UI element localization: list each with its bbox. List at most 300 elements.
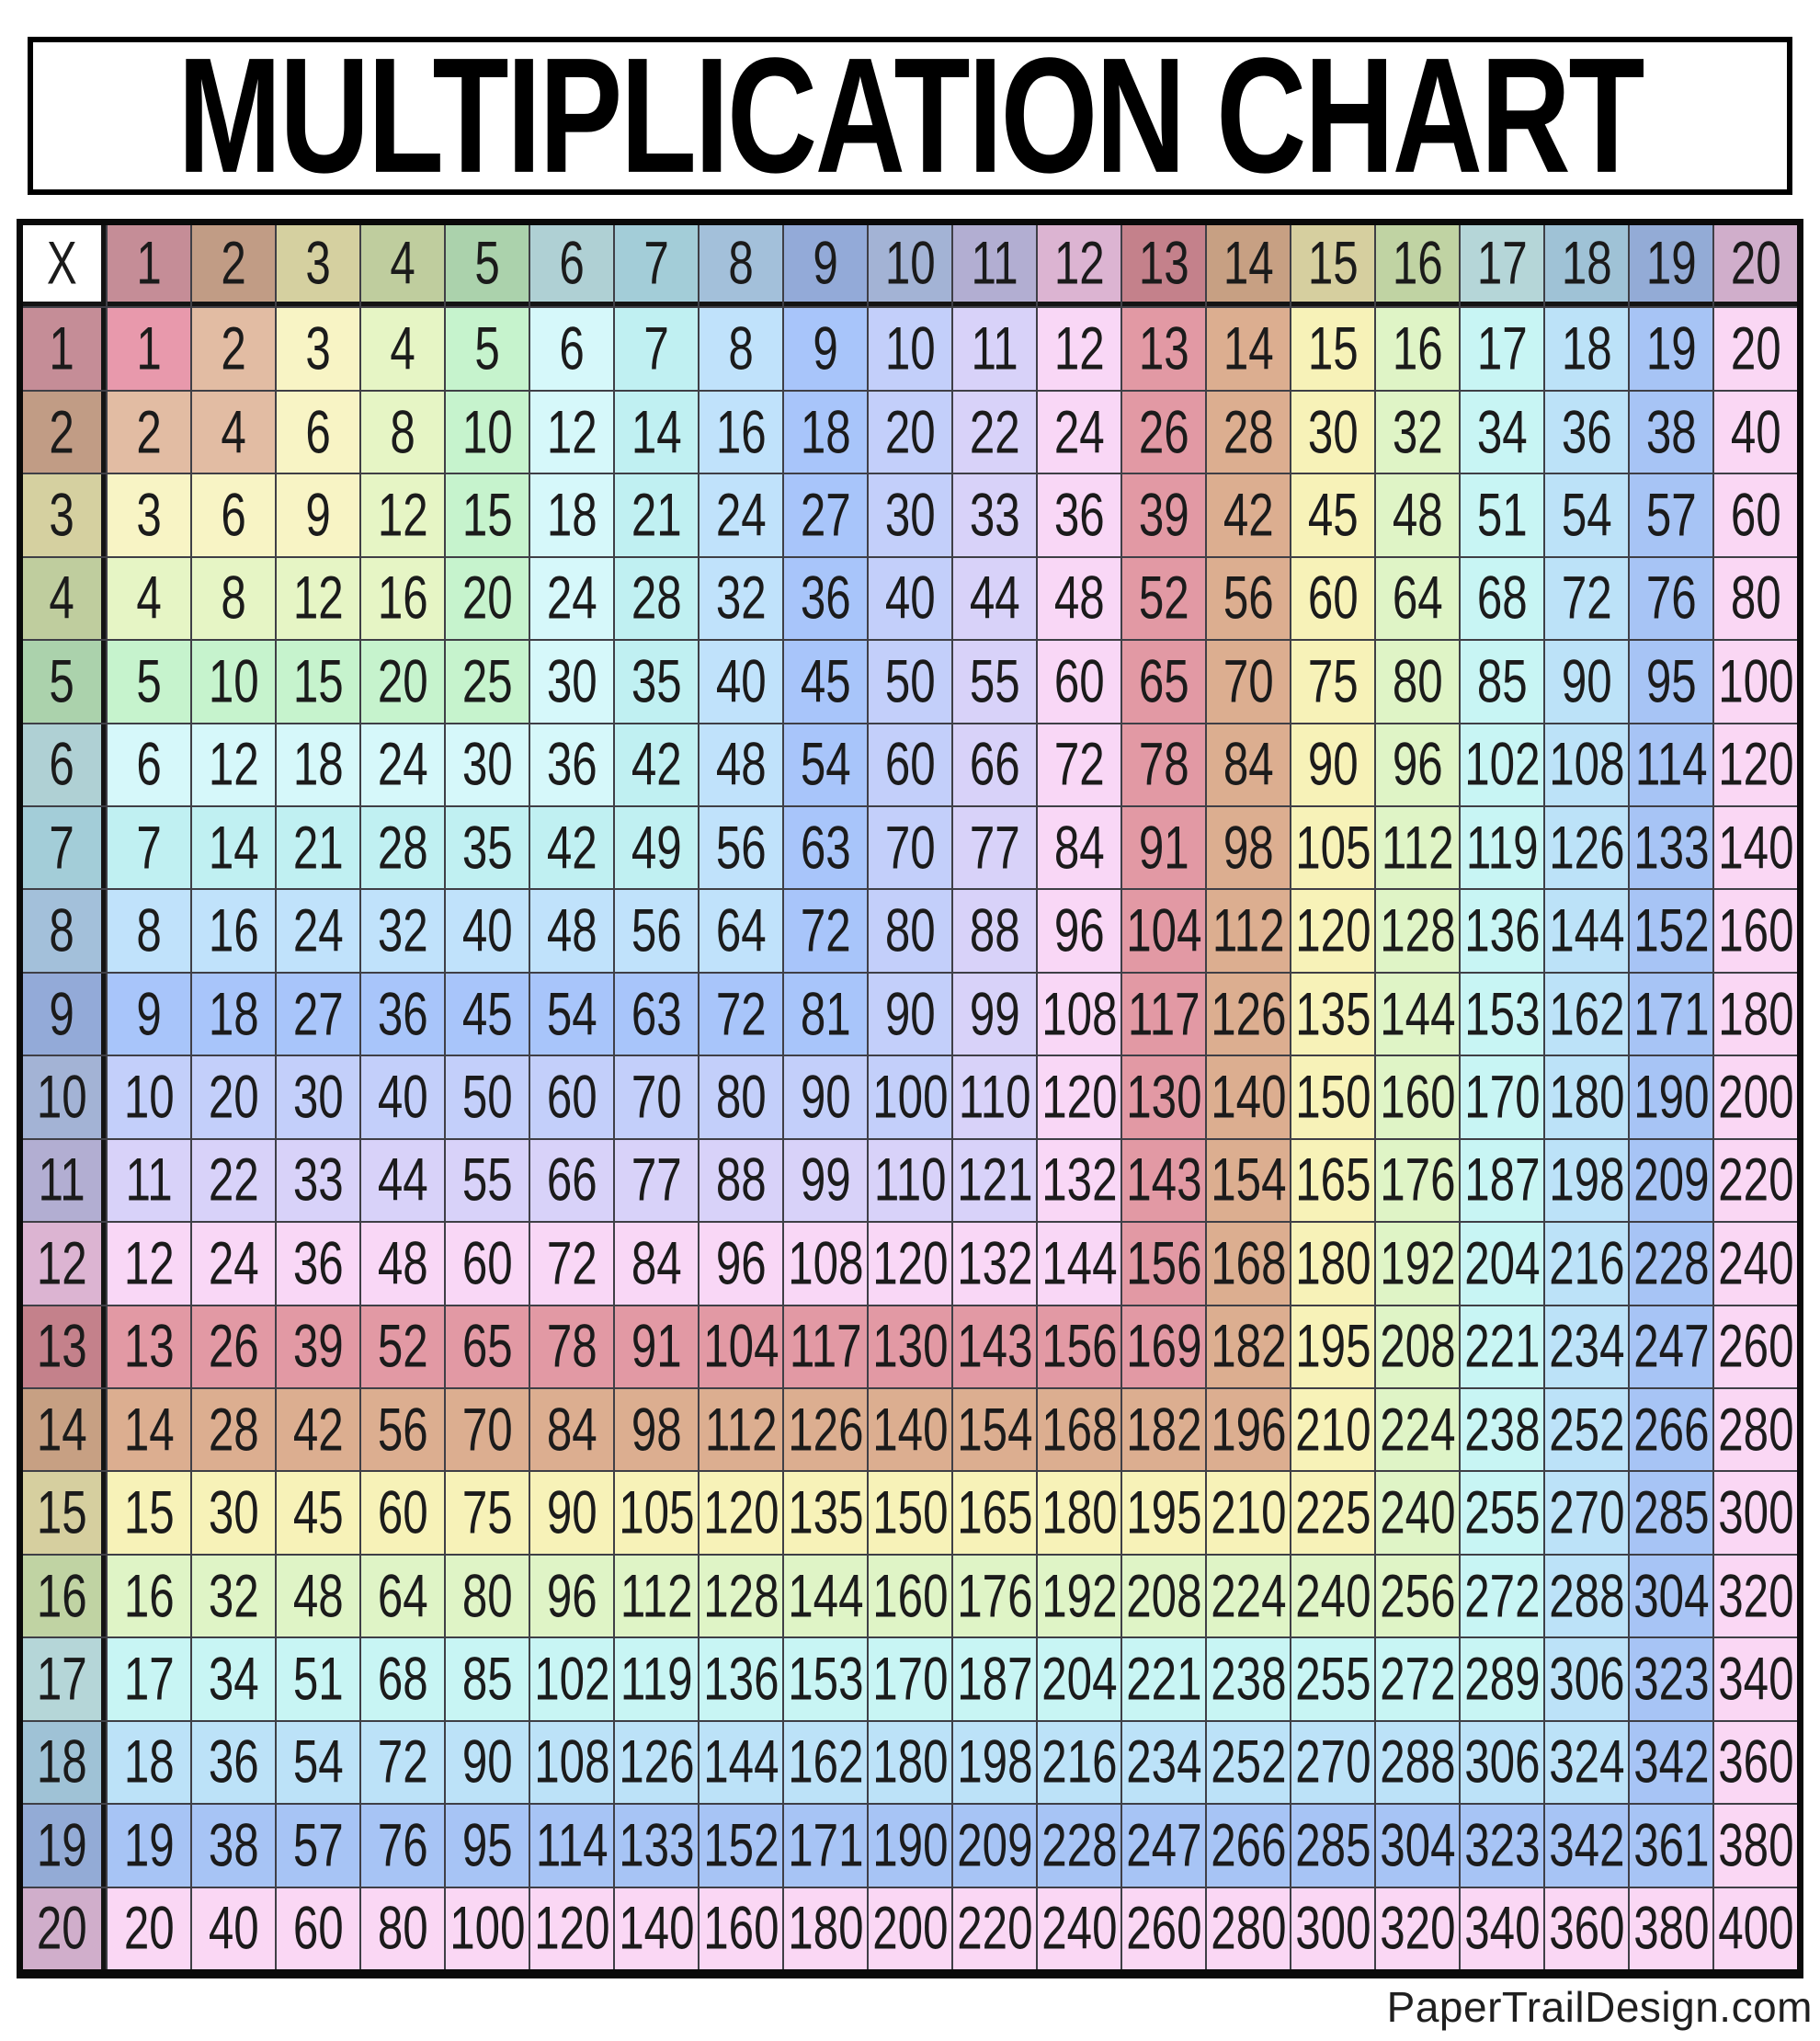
cell-text: 180: [1717, 980, 1794, 1049]
product-cell: [361, 308, 444, 389]
cell-text: 55: [969, 647, 1020, 716]
product-cell: [1376, 1389, 1459, 1470]
cell-text: 17: [37, 1645, 87, 1714]
product-cell: [277, 1306, 359, 1387]
cell-text: 120: [1041, 1063, 1118, 1132]
product-cell: [953, 1805, 1036, 1886]
row-header: [23, 308, 106, 389]
cell-text: 6: [49, 730, 75, 799]
corner-cell: [23, 225, 106, 306]
cell-text: 96: [1392, 730, 1443, 799]
cell-text: 60: [884, 730, 936, 799]
product-cell: [869, 1140, 951, 1221]
product-cell: [446, 558, 529, 639]
cell-text: 380: [1632, 1894, 1710, 1963]
product-cell: [1291, 392, 1374, 473]
product-cell: [1376, 1472, 1459, 1553]
cell-text: 76: [1645, 564, 1697, 633]
product-cell: [1630, 1389, 1712, 1470]
product-cell: [784, 641, 867, 722]
product-cell: [1714, 1389, 1797, 1470]
product-cell: [784, 1140, 867, 1221]
cell-text: 160: [702, 1894, 779, 1963]
cell-text: 266: [1632, 1396, 1710, 1465]
product-cell: [1376, 1805, 1459, 1886]
cell-text: 28: [377, 814, 428, 883]
cell-text: 44: [969, 564, 1020, 633]
cell-text: 320: [1717, 1562, 1794, 1631]
product-cell: [1207, 1140, 1290, 1221]
cell-text: 156: [1041, 1312, 1118, 1381]
cell-text: 240: [1717, 1229, 1794, 1298]
cell-text: 270: [1294, 1727, 1371, 1796]
cell-text: 18: [1561, 314, 1612, 383]
cell-text: 2: [49, 398, 75, 467]
cell-text: 54: [1561, 481, 1612, 550]
cell-text: 126: [618, 1727, 695, 1796]
cell-text: 12: [377, 481, 428, 550]
cell-text: 70: [884, 814, 936, 883]
cell-text: 192: [1379, 1229, 1456, 1298]
product-cell: [361, 1223, 444, 1304]
cell-text: 15: [1307, 314, 1359, 383]
product-cell: [1461, 1638, 1543, 1719]
cell-text: 180: [787, 1894, 864, 1963]
cell-text: 130: [871, 1312, 949, 1381]
product-cell: [192, 1472, 275, 1553]
product-cell: [700, 392, 782, 473]
product-cell: [784, 890, 867, 971]
product-cell: [1714, 1805, 1797, 1886]
cell-text: 8: [390, 398, 415, 467]
product-cell: [361, 1888, 444, 1969]
cell-text: 18: [292, 730, 344, 799]
cell-text: 50: [461, 1063, 513, 1132]
cell-text: 36: [208, 1727, 259, 1796]
product-cell: [1122, 641, 1205, 722]
cell-text: 4: [49, 564, 75, 633]
product-cell: [1122, 724, 1205, 805]
product-cell: [1461, 724, 1543, 805]
product-cell: [1461, 1056, 1543, 1137]
cell-text: 160: [1379, 1063, 1456, 1132]
column-header: [700, 225, 782, 306]
cell-text: 70: [461, 1396, 513, 1465]
product-cell: [1545, 558, 1628, 639]
product-cell: [1207, 308, 1290, 389]
cell-text: 90: [1307, 730, 1359, 799]
cell-text: 221: [1463, 1312, 1541, 1381]
cell-text: 255: [1294, 1645, 1371, 1714]
cell-text: 4: [390, 314, 415, 383]
cell-text: 22: [969, 398, 1020, 467]
product-cell: [1207, 1805, 1290, 1886]
product-cell: [784, 392, 867, 473]
row-header: [23, 1638, 106, 1719]
product-cell: [784, 558, 867, 639]
product-cell: [1714, 641, 1797, 722]
product-cell: [530, 1389, 613, 1470]
product-cell: [869, 1223, 951, 1304]
product-cell: [1714, 807, 1797, 888]
product-cell: [277, 1888, 359, 1969]
cell-text: 28: [631, 564, 682, 633]
product-cell: [953, 392, 1036, 473]
cell-text: 4: [221, 398, 246, 467]
product-cell: [530, 392, 613, 473]
product-cell: [1038, 1389, 1120, 1470]
product-cell: [953, 641, 1036, 722]
product-cell: [1714, 1722, 1797, 1803]
product-cell: [361, 1805, 444, 1886]
product-cell: [1630, 890, 1712, 971]
cell-text: 66: [969, 730, 1020, 799]
product-cell: [361, 1556, 444, 1636]
cell-text: 56: [1223, 564, 1274, 633]
cell-text: 60: [1053, 647, 1105, 716]
product-cell: [530, 890, 613, 971]
product-cell: [108, 890, 190, 971]
cell-text: 95: [1645, 647, 1697, 716]
product-cell: [192, 1140, 275, 1221]
product-cell: [1038, 974, 1120, 1055]
product-cell: [1376, 1722, 1459, 1803]
product-cell: [615, 1056, 698, 1137]
cell-text: 80: [461, 1562, 513, 1631]
product-cell: [446, 1805, 529, 1886]
cell-text: 34: [1476, 398, 1528, 467]
product-cell: [700, 1140, 782, 1221]
product-cell: [277, 1223, 359, 1304]
cell-text: 110: [958, 1063, 1031, 1132]
cell-text: 143: [956, 1312, 1033, 1381]
cell-text: 27: [800, 481, 851, 550]
cell-text: 42: [631, 730, 682, 799]
cell-text: 228: [1041, 1811, 1118, 1880]
product-cell: [192, 807, 275, 888]
cell-text: 68: [1476, 564, 1528, 633]
product-cell: [108, 1556, 190, 1636]
product-cell: [361, 807, 444, 888]
cell-text: 20: [37, 1894, 87, 1963]
cell-text: 300: [1717, 1478, 1794, 1547]
product-cell: [1291, 1556, 1374, 1636]
product-cell: [1545, 1638, 1628, 1719]
product-cell: [1545, 1223, 1628, 1304]
product-cell: [530, 1306, 613, 1387]
product-cell: [1038, 1888, 1120, 1969]
product-cell: [869, 1805, 951, 1886]
column-header: [530, 225, 613, 306]
cell-text: 12: [123, 1229, 175, 1298]
product-cell: [1038, 1056, 1120, 1137]
cell-text: 120: [1717, 730, 1794, 799]
cell-text: 112: [620, 1562, 693, 1631]
product-cell: [1038, 1306, 1120, 1387]
product-cell: [108, 1805, 190, 1886]
product-cell: [1291, 1056, 1374, 1137]
product-cell: [192, 1556, 275, 1636]
product-cell: [953, 1306, 1036, 1387]
cell-text: 30: [208, 1478, 259, 1547]
product-cell: [953, 1223, 1036, 1304]
product-cell: [1207, 1056, 1290, 1137]
product-cell: [1461, 474, 1543, 555]
product-cell: [615, 1638, 698, 1719]
cell-text: 10: [461, 398, 513, 467]
cell-text: 10: [37, 1063, 87, 1132]
cell-text: 6: [305, 398, 331, 467]
product-cell: [1122, 1638, 1205, 1719]
product-cell: [108, 1223, 190, 1304]
product-cell: [615, 474, 698, 555]
product-cell: [361, 641, 444, 722]
cell-text: 14: [1223, 314, 1274, 383]
cell-text: 169: [1125, 1312, 1202, 1381]
product-cell: [700, 308, 782, 389]
cell-text: 154: [956, 1396, 1033, 1465]
product-cell: [1291, 1223, 1374, 1304]
product-cell: [446, 890, 529, 971]
cell-text: 270: [1548, 1478, 1625, 1547]
product-cell: [277, 558, 359, 639]
product-cell: [1038, 1556, 1120, 1636]
product-cell: [277, 1722, 359, 1803]
product-cell: [953, 1389, 1036, 1470]
cell-text: 170: [1463, 1063, 1541, 1132]
cell-text: 32: [1392, 398, 1443, 467]
cell-text: 240: [1294, 1562, 1371, 1631]
cell-text: 77: [631, 1146, 682, 1214]
product-cell: [1630, 1888, 1712, 1969]
cell-text: 40: [461, 896, 513, 965]
product-cell: [1545, 392, 1628, 473]
column-header: [1376, 225, 1459, 306]
cell-text: 22: [208, 1146, 259, 1214]
product-cell: [1376, 1888, 1459, 1969]
cell-text: 84: [1053, 814, 1105, 883]
cell-text: 18: [37, 1727, 87, 1796]
cell-text: 40: [884, 564, 936, 633]
cell-text: 143: [1125, 1146, 1202, 1214]
product-cell: [1376, 890, 1459, 971]
product-cell: [953, 1888, 1036, 1969]
product-cell: [1038, 890, 1120, 971]
product-cell: [277, 974, 359, 1055]
product-cell: [1122, 1472, 1205, 1553]
cell-text: 252: [1548, 1396, 1625, 1465]
product-cell: [1630, 1556, 1712, 1636]
product-cell: [1630, 1638, 1712, 1719]
product-cell: [108, 1722, 190, 1803]
cell-text: 36: [1053, 481, 1105, 550]
cell-text: 11: [971, 229, 1018, 298]
cell-text: 40: [208, 1894, 259, 1963]
cell-text: 52: [377, 1312, 428, 1381]
product-cell: [1630, 807, 1712, 888]
product-cell: [446, 474, 529, 555]
product-cell: [700, 890, 782, 971]
cell-text: 48: [292, 1562, 344, 1631]
product-cell: [530, 1722, 613, 1803]
product-cell: [869, 1638, 951, 1719]
cell-text: 90: [884, 980, 936, 1049]
cell-text: 132: [1041, 1146, 1118, 1214]
cell-text: 15: [37, 1478, 87, 1547]
product-cell: [192, 558, 275, 639]
product-cell: [1376, 1556, 1459, 1636]
cell-text: 72: [715, 980, 767, 1049]
product-cell: [1376, 1306, 1459, 1387]
product-cell: [1545, 724, 1628, 805]
product-cell: [869, 1056, 951, 1137]
row-header: [23, 558, 106, 639]
cell-text: 84: [1223, 730, 1274, 799]
product-cell: [869, 1472, 951, 1553]
product-cell: [277, 1389, 359, 1470]
cell-text: 36: [377, 980, 428, 1049]
cell-text: 70: [1223, 647, 1274, 716]
cell-text: 84: [546, 1396, 597, 1465]
cell-text: 77: [969, 814, 1020, 883]
product-cell: [615, 807, 698, 888]
cell-text: 162: [787, 1727, 864, 1796]
cell-text: 117: [1127, 980, 1200, 1049]
cell-text: 72: [377, 1727, 428, 1796]
cell-text: 7: [136, 814, 162, 883]
cell-text: 17: [123, 1645, 175, 1714]
product-cell: [1461, 1306, 1543, 1387]
cell-text: 51: [1476, 481, 1528, 550]
cell-text: 2: [136, 398, 162, 467]
cell-text: 18: [208, 980, 259, 1049]
product-cell: [446, 724, 529, 805]
product-cell: [1545, 890, 1628, 971]
product-cell: [1630, 1056, 1712, 1137]
cell-text: 120: [533, 1894, 610, 1963]
product-cell: [1461, 1140, 1543, 1221]
cell-text: 24: [377, 730, 428, 799]
cell-text: 10: [123, 1063, 175, 1132]
product-cell: [615, 1472, 698, 1553]
cell-text: 13: [1138, 314, 1189, 383]
cell-text: 15: [461, 481, 513, 550]
cell-text: 18: [123, 1727, 175, 1796]
column-header: [1207, 225, 1290, 306]
product-cell: [1461, 1722, 1543, 1803]
cell-text: 65: [461, 1312, 513, 1381]
cell-text: 81: [800, 980, 851, 1049]
cell-text: 9: [305, 481, 331, 550]
cell-text: 204: [1463, 1229, 1541, 1298]
product-cell: [615, 392, 698, 473]
cell-text: 196: [1210, 1396, 1287, 1465]
product-cell: [1545, 1306, 1628, 1387]
cell-text: 90: [461, 1727, 513, 1796]
cell-text: 85: [461, 1645, 513, 1714]
product-cell: [1714, 392, 1797, 473]
column-header: [108, 225, 190, 306]
cell-text: 208: [1379, 1312, 1456, 1381]
product-cell: [446, 1888, 529, 1969]
product-cell: [1714, 1556, 1797, 1636]
row-header: [23, 1389, 106, 1470]
product-cell: [615, 1306, 698, 1387]
cell-text: 120: [702, 1478, 779, 1547]
cell-text: 152: [1632, 896, 1710, 965]
cell-text: 144: [1379, 980, 1456, 1049]
cell-text: 18: [546, 481, 597, 550]
product-cell: [530, 474, 613, 555]
product-cell: [700, 474, 782, 555]
product-cell: [108, 558, 190, 639]
cell-text: 180: [1548, 1063, 1625, 1132]
cell-text: 240: [1379, 1478, 1456, 1547]
product-cell: [1207, 641, 1290, 722]
product-cell: [1545, 1140, 1628, 1221]
cell-text: 40: [1730, 398, 1781, 467]
product-cell: [1291, 1306, 1374, 1387]
cell-text: 256: [1379, 1562, 1456, 1631]
cell-text: 13: [1138, 229, 1189, 298]
cell-text: 36: [1561, 398, 1612, 467]
cell-text: 247: [1632, 1312, 1710, 1381]
product-cell: [1291, 807, 1374, 888]
cell-text: 15: [123, 1478, 175, 1547]
product-cell: [784, 1805, 867, 1886]
product-cell: [1376, 474, 1459, 555]
product-cell: [446, 1306, 529, 1387]
product-cell: [1630, 1722, 1712, 1803]
column-header: [1461, 225, 1543, 306]
cell-text: 56: [715, 814, 767, 883]
cell-text: 72: [1561, 564, 1612, 633]
cell-text: 24: [715, 481, 767, 550]
cell-text: 26: [208, 1312, 259, 1381]
product-cell: [1461, 974, 1543, 1055]
cell-text: 150: [871, 1478, 949, 1547]
product-cell: [277, 308, 359, 389]
product-cell: [1376, 1223, 1459, 1304]
cell-text: 57: [292, 1811, 344, 1880]
product-cell: [1461, 1223, 1543, 1304]
cell-text: 112: [1211, 896, 1285, 965]
cell-text: 90: [800, 1063, 851, 1132]
cell-text: 200: [1717, 1063, 1794, 1132]
product-cell: [784, 1223, 867, 1304]
product-cell: [869, 1306, 951, 1387]
product-cell: [700, 1722, 782, 1803]
product-cell: [1376, 724, 1459, 805]
cell-text: 132: [956, 1229, 1033, 1298]
cell-text: 56: [377, 1396, 428, 1465]
product-cell: [1291, 641, 1374, 722]
product-cell: [530, 1472, 613, 1553]
cell-text: 209: [956, 1811, 1033, 1880]
product-cell: [869, 974, 951, 1055]
column-header: [1291, 225, 1374, 306]
cell-text: 91: [631, 1312, 682, 1381]
cell-text: 144: [702, 1727, 779, 1796]
product-cell: [1461, 807, 1543, 888]
product-cell: [1461, 1389, 1543, 1470]
cell-text: 8: [221, 564, 246, 633]
product-cell: [700, 641, 782, 722]
product-cell: [361, 1638, 444, 1719]
product-cell: [1545, 1556, 1628, 1636]
cell-text: 38: [1645, 398, 1697, 467]
product-cell: [1545, 474, 1628, 555]
